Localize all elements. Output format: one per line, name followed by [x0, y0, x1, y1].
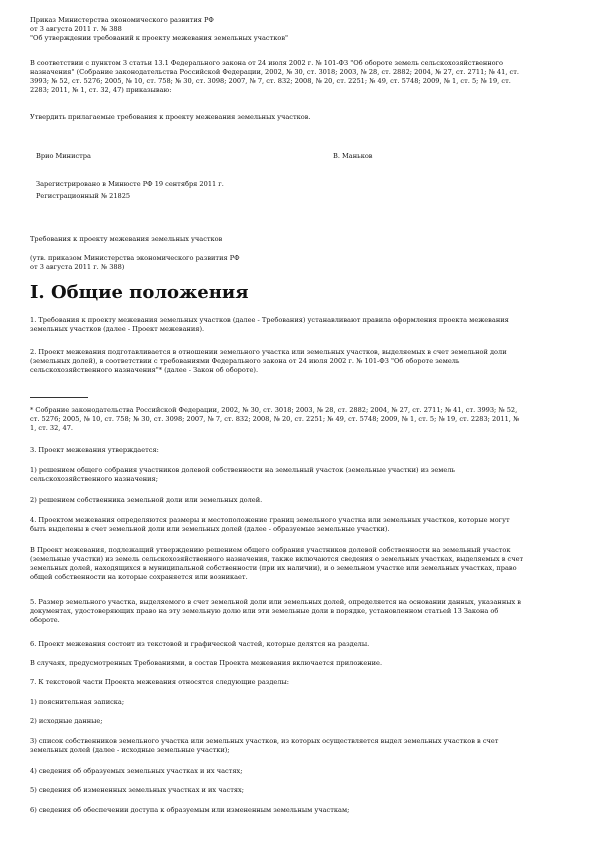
paragraph-line: 5) сведения об измененных земельных участках и их частях; — [30, 786, 244, 794]
registration-note — [36, 180, 561, 201]
paragraph-line: 6) сведения об обеспечении доступа к образуемым или измененным земельным участкам; — [30, 806, 350, 814]
preamble-line: 2283; 2011, № 1, ст. 32, 47) приказываю: — [30, 86, 172, 94]
paragraph-line: 5. Размер земельного участка, выделяемого в счет земельной доли или земельных долей, определяется на основании данных, указанных в — [30, 598, 521, 606]
paragraph-6b — [30, 659, 555, 668]
registration-line: Зарегистрировано в Минюсте РФ 19 сентября 2011 г. — [36, 180, 224, 188]
approve-paragraph — [30, 113, 555, 122]
paragraph-line: 7. К текстовой части Проекта межевания относятся следующие разделы: — [30, 678, 289, 686]
annex-approval-line: (утв. приказом Министерства экономического развития РФ — [30, 254, 240, 262]
paragraph-7-item-2 — [30, 717, 555, 726]
paragraph-line: 2) исходные данные; — [30, 717, 103, 725]
section-title: I. Общие положения — [30, 282, 249, 303]
paragraph-line: земельных долей, находящихся в муниципальной собственности (при их наличии), и о земельном участке или земельных участках, право — [30, 564, 517, 572]
paragraph-7-item-3 — [30, 737, 555, 755]
footnote-line: ст. 5276; 2005, № 10, ст. 758; № 30, ст. 3098; 2007, № 7, ст. 832; 2008, № 20, ст. 2251; № 49, ст. 5748; 2009, № 1, ст. 5; № 19, ст. 2283; 2011, № — [30, 415, 520, 423]
paragraph-4b — [30, 546, 555, 582]
paragraph-2 — [30, 348, 555, 375]
paragraph-line: 4. Проектом межевания определяются размеры и местоположение границ земельного участка или земельных участков, которые могут — [30, 516, 510, 524]
paragraph-line: сельскохозяйственного назначения; — [30, 475, 158, 483]
paragraph-line: 3. Проект межевания утверждается: — [30, 446, 159, 454]
paragraph-6 — [30, 640, 555, 649]
registration-line: Регистрационный № 21825 — [36, 192, 131, 200]
preamble-line: 3993; № 52, ст. 5276; 2005, № 10, ст. 758; № 30, ст. 3098; 2007, № 7, ст. 832; 2008, № 20, ст. 2251; № 49, ст. 5748; 2009, № 1, ст. 5; № 19, ст. — [30, 77, 511, 85]
paragraph-1 — [30, 316, 555, 334]
footnote-line: * Собрание законодательства Российской Федерации, 2002, № 30, ст. 3018; 2003, № 28, ст. 2882; 2004, № 27, ст. 2711; № 41, ст. 3993; № 52, — [30, 406, 518, 414]
paragraph-line: 6. Проект межевания состоит из текстовой и графической частей, которые делятся на разделы. — [30, 640, 370, 648]
annex-approval-line: от 3 августа 2011 г. № 388) — [30, 263, 125, 271]
approve-text: Утвердить прилагаемые требования к проекту межевания земельных участков. — [30, 113, 311, 121]
header-line: от 3 августа 2011 г. № 388 — [30, 25, 122, 33]
paragraph-line: земельных долей (далее - исходные земельные участки); — [30, 746, 230, 754]
paragraph-3 — [30, 446, 555, 455]
footnote-separator — [30, 397, 88, 398]
paragraph-7-item-6 — [30, 806, 555, 815]
paragraph-line: 2. Проект межевания подготавливается в отношении земельного участка или земельных участков, выделяемых в счет земельной доли — [30, 348, 507, 356]
paragraph-7-item-4 — [30, 767, 555, 776]
paragraph-line: (земельных долей), в соответствии с требованиями Федерального закона от 24 июля 2002 г. № 101-ФЗ "Об обороте земель — [30, 357, 460, 365]
paragraph-line: 2) решением собственника земельной доли или земельных долей. — [30, 496, 263, 504]
footnote — [30, 406, 555, 433]
paragraph-7 — [30, 678, 555, 687]
paragraph-line: обороте. — [30, 616, 60, 624]
header-line: Приказ Министерства экономического развития РФ — [30, 16, 214, 24]
paragraph-3-item-2 — [30, 496, 555, 505]
preamble-line: В соответствии с пунктом 3 статьи 13.1 Федерального закона от 24 июля 2002 г. № 101-ФЗ "Об обороте земель сельскохозяйственного — [30, 59, 504, 67]
paragraph-line: общей собственности на которые сохраняется или возникает. — [30, 573, 248, 581]
paragraph-line: 3) список собственников земельного участка или земельных участков, из которых осуществляется выдел земельных участков в счет — [30, 737, 499, 745]
paragraph-line: документах, удостоверяющих право на эту земельную долю или эти земельные доли в порядке, установленном статьей 13 Закона об — [30, 607, 499, 615]
paragraph-line: (земельные участки) из земель сельскохозяйственного назначения, также включаются сведения о земельных участках, выделяемых в счет — [30, 555, 524, 563]
paragraph-4 — [30, 516, 555, 534]
paragraph-line: сельскохозяйственного назначения"* (далее - Закон об обороте). — [30, 366, 259, 374]
order-header — [30, 16, 555, 43]
annex-approval — [30, 254, 555, 272]
paragraph-line: 1. Требования к проекту межевания земельных участков (далее - Требования) устанавливают правила оформления проекта межевания — [30, 316, 509, 324]
paragraph-line: 1) пояснительная записка; — [30, 698, 125, 706]
footnote-line: 1, ст. 32, 47. — [30, 424, 73, 432]
paragraph-line: земельных участков (далее - Проект межевания). — [30, 325, 205, 333]
paragraph-3-item-1 — [30, 466, 555, 484]
paragraph-line: В Проект межевания, подлежащий утверждению решением общего собрания участников долевой собственности на земельный участок — [30, 546, 511, 554]
paragraph-7-item-1 — [30, 698, 555, 707]
paragraph-line: 4) сведения об образуемых земельных участках и их частях; — [30, 767, 243, 775]
header-line: "Об утверждении требований к проекту межевания земельных участков" — [30, 34, 289, 42]
signature-name: В. Маньков — [333, 152, 373, 160]
paragraph-7-item-5 — [30, 786, 555, 795]
preamble — [30, 59, 555, 95]
annex-title-text: Требования к проекту межевания земельных участков — [30, 235, 223, 243]
signature-position: Врио Министра — [36, 152, 91, 160]
paragraph-line: В случаях, предусмотренных Требованиями, в состав Проекта межевания включается приложение. — [30, 659, 383, 667]
paragraph-5 — [30, 598, 555, 625]
preamble-line: назначения" (Собрание законодательства Российской Федерации, 2002, № 30, ст. 3018; 2003, № 28, ст. 2882; 2004, № 27, ст. 2711; № 41, ст. — [30, 68, 519, 76]
paragraph-line: 1) решением общего собрания участников долевой собственности на земельный участок (земельные участки) из земель — [30, 466, 456, 474]
paragraph-line: быть выделены в счет земельной доли или земельных долей (далее - образуемые земельные участки). — [30, 525, 390, 533]
annex-title — [30, 235, 555, 244]
